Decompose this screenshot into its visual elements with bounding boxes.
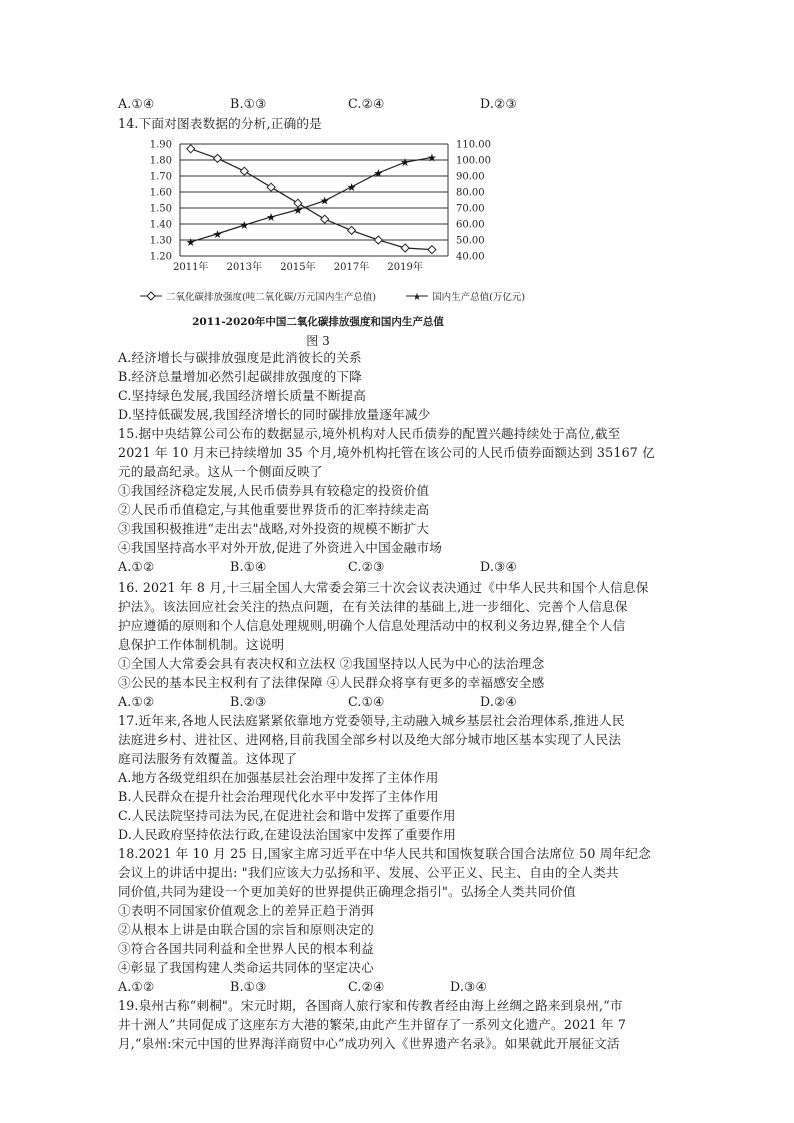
data-point-gdp: ★ (266, 210, 277, 224)
data-point-gdp: ★ (239, 219, 250, 233)
q17-line-2: 法庭进乡村、进社区、进网格,目前我国全部乡村以及绝大部分城市地区基本实现了人民法 (118, 732, 622, 747)
data-point-emission (187, 145, 195, 153)
q18-line-2: 会议上的讲话中提出: "我们应该大力弘扬和平、发展、公平正义、民主、自由的全人类共 (118, 865, 619, 880)
legend-item-gdp (406, 289, 525, 303)
y-right-tick-label: 80.00 (456, 187, 485, 199)
star-marker-icon (406, 291, 428, 301)
q16-line-3: 护应遵循的原则和个人信息处理规则,明确个人信息处理活动中的权利义务边界,健全个人信 (118, 618, 626, 633)
q13-option-b: B.①③ (230, 96, 267, 111)
data-point-gdp: ★ (212, 227, 223, 241)
x-tick-label: 2011年 (172, 262, 209, 273)
q17-option-c: C.人民法院坚持司法为民,在促进社会和谐中发挥了重要作用 (118, 808, 456, 823)
q16-option-b: B.②③ (230, 694, 267, 709)
data-point-gdp: ★ (426, 151, 437, 165)
q14-option-d: D.坚持低碳发展,我国经济增长的同时碳排放量逐年减少 (118, 407, 431, 422)
data-point-gdp: ★ (373, 166, 384, 180)
q19-line-1: 19.泉州古称“刺桐"。宋元时期，各国商人旅行家和传教者经由海上丝绸之路来到泉州,“市 (118, 998, 623, 1013)
emission-gdp-chart (118, 136, 538, 336)
data-point-emission (214, 154, 222, 162)
q15-option-c: C.②③ (348, 559, 385, 574)
y-left-tick-label: 1.40 (149, 219, 172, 231)
data-point-gdp: ★ (319, 194, 330, 208)
chart-legend (140, 289, 525, 303)
data-point-gdp: ★ (400, 156, 411, 170)
q18-option-a: A.①② (118, 979, 155, 994)
y-right-tick-label: 90.00 (456, 171, 485, 183)
q16-line-1: 16. 2021 年 8 月,十三届全国人大常委会第三十次会议表决通过《中华人民共和国个人信息保 (118, 580, 649, 595)
y-left-tick-label: 1.60 (149, 187, 172, 199)
data-point-emission (374, 236, 382, 244)
data-point-gdp: ★ (292, 203, 303, 217)
series-line-gdp (191, 157, 432, 241)
q16-option-a: A.①② (118, 694, 155, 709)
q13-option-d: D.②③ (480, 96, 518, 111)
q15-statement-4: ④我国坚持高水平对外开放,促进了外资进入中国金融市场 (118, 540, 443, 555)
q16-option-d: D.②④ (480, 694, 518, 709)
x-tick-label: 2015年 (280, 262, 316, 273)
series-line-emission (191, 149, 432, 250)
data-point-emission (348, 226, 356, 234)
q15-option-b: B.①④ (230, 559, 267, 574)
y-left-tick-label: 1.70 (149, 171, 172, 183)
q14-option-c: C.坚持绿色发展,我国经济增长质量不断提高 (118, 388, 367, 403)
q16-options (118, 692, 678, 711)
y-right-tick-label: 70.00 (456, 203, 485, 215)
chart-title: 2011-2020年中国二氧化碳排放强度和国内生产总值 (192, 316, 444, 328)
q19-line-3: 月,“泉州:宋元中国的世界海洋商贸中心”成功列入《世界遗产名录》。如果就此开展征文活 (118, 1036, 620, 1051)
q13-options (118, 94, 678, 113)
diamond-marker-icon (140, 291, 162, 301)
q18-line-1: 18.2021 年 10 月 25 日,国家主席习近平在中华人民共和国恢复联合国合法席位 50 周年纪念 (118, 846, 651, 861)
y-left-tick-label: 1.30 (149, 235, 172, 247)
y-right-tick-label: 40.00 (456, 251, 485, 263)
q15-statement-1: ①我国经济稳定发展,人民币债券具有较稳定的投资价值 (118, 483, 430, 498)
legend-item-emission (140, 289, 376, 303)
q15-options (118, 557, 678, 576)
data-point-gdp: ★ (346, 180, 357, 194)
figure-label: 图 3 (306, 334, 330, 348)
data-point-emission (321, 215, 329, 223)
q14-option-b: B.经济总量增加必然引起碳排放强度的下降 (118, 369, 362, 384)
data-point-emission (240, 167, 248, 175)
q18-option-c: C.②④ (348, 979, 385, 994)
q17-line-3: 庭司法服务有效覆盖。这体现了 (118, 751, 298, 766)
q16-line-4: 息保护工作体制机制。这说明 (118, 637, 285, 652)
q13-option-c: C.②④ (348, 96, 385, 111)
chart-svg (118, 136, 538, 286)
y-left-tick-label: 1.80 (149, 155, 172, 167)
q15-option-a: A.①② (118, 559, 155, 574)
q13-option-a: A.①④ (118, 96, 155, 111)
q15-statement-3: ③我国积极推进“走出去"战略,对外投资的规模不断扩大 (118, 521, 430, 536)
q15-line-1: 15.据中央结算公司公布的数据显示,境外机构对人民币债券的配置兴趣持续处于高位,截至 (118, 426, 621, 441)
q18-statement-2: ②从根本上讲是由联合国的宗旨和原则决定的 (118, 922, 374, 937)
y-right-tick-label: 50.00 (456, 235, 485, 247)
y-right-tick-label: 100.00 (456, 155, 491, 167)
q15-statement-2: ②人民币币值稳定,与其他重要世界货币的汇率持续走高 (118, 502, 430, 517)
y-left-tick-label: 1.50 (149, 203, 172, 215)
q18-line-3: 同价值,共同为建设一个更加美好的世界提供正确理念指引"。弘扬全人类共同价值 (118, 884, 576, 899)
q16-statements-3-4: ③公民的基本民主权利有了法律保障 ④人民群众将享有更多的幸福感安全感 (118, 675, 545, 690)
q16-line-2: 护法》。该法回应社会关注的热点问题，在有关法律的基础上,进一步细化、完善个人信息保 (118, 599, 628, 614)
x-tick-label: 2013年 (226, 262, 263, 273)
y-right-tick-label: 110.00 (456, 139, 491, 151)
q19-line-2: 井十洲人”共同促成了这座东方大港的繁荣,由此产生并留存了一系列文化遗产。2021 年 7 (118, 1017, 627, 1032)
q17-line-1: 17.近年来,各地人民法庭紧紧依靠地方党委领导,主动融入城乡基层社会治理体系,推进人民 (118, 713, 625, 728)
q14-option-a: A.经济增长与碳排放强度是此消彼长的关系 (118, 350, 362, 365)
x-tick-label: 2017年 (333, 262, 370, 273)
x-tick-label: 2019年 (387, 262, 423, 273)
y-right-tick-label: 60.00 (456, 219, 485, 231)
q17-option-a: A.地方各级党组织在加强基层社会治理中发挥了主体作用 (118, 770, 439, 785)
q16-statements-1-2: ①全国人大常委会具有表决权和立法权 ②我国坚持以人民为中心的法治理念 (118, 656, 545, 671)
q18-statement-1: ①表明不同国家价值观念上的差异正趋于消弭 (118, 903, 374, 918)
y-left-tick-label: 1.90 (149, 139, 172, 151)
legend-label-gdp: 国内生产总值(万亿元) (432, 292, 526, 303)
q15-line-2: 2021 年 10 月末已持续增加 35 个月,境外机构托管在该公司的人民币债券面额达到 35167 亿 (118, 445, 655, 460)
data-point-emission (267, 183, 275, 191)
q18-option-b: B.①③ (230, 979, 267, 994)
q18-option-d: D.③④ (450, 979, 488, 994)
q15-line-3: 元的最高纪录。这从一个侧面反映了 (118, 464, 323, 479)
q18-statement-3: ③符合各国共同利益和全世界人民的根本利益 (118, 941, 374, 956)
svg-text:★: ★ (412, 292, 422, 301)
q14-stem: 14.下面对图表数据的分析,正确的是 (118, 116, 322, 131)
data-point-emission (401, 244, 409, 252)
q17-option-d: D.人民政府坚持依法行政,在建设法治国家中发挥了重要作用 (118, 827, 457, 842)
q17-option-b: B.人民群众在提升社会治理现代化水平中发挥了主体作用 (118, 789, 439, 804)
data-point-emission (428, 246, 436, 254)
q18-statement-4: ④彰显了我国构建人类命运共同体的坚定决心 (118, 960, 374, 975)
data-point-gdp: ★ (185, 235, 196, 249)
y-left-tick-label: 1.20 (149, 251, 172, 263)
q16-option-c: C.①④ (348, 694, 385, 709)
q18-options (118, 977, 678, 996)
q15-option-d: D.③④ (480, 559, 518, 574)
legend-label-emission: 二氧化碳排放强度(吨二氧化碳/万元国内生产总值) (166, 292, 377, 303)
